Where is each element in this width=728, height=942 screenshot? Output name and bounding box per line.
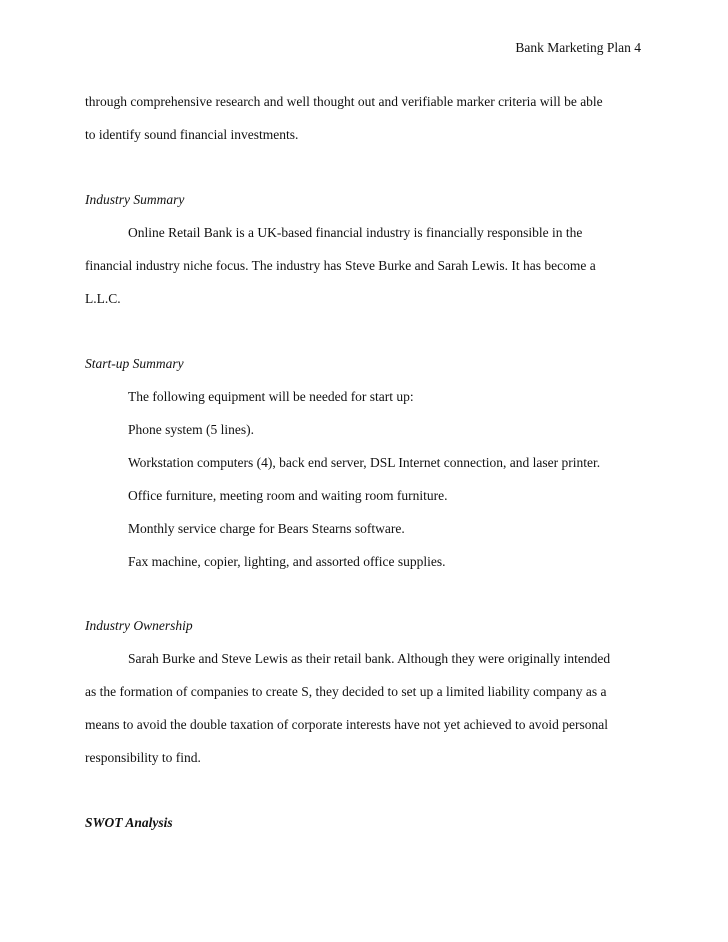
industry-summary-heading: Industry Summary (85, 192, 185, 207)
industry-summary-line-2: financial industry niche focus. The industry has Steve Burke and Sarah Lewis. It has become a (85, 258, 596, 273)
startup-summary-heading: Start-up Summary (85, 356, 184, 371)
industry-summary-line-3: L.L.C. (85, 291, 121, 306)
industry-summary-line-1: Online Retail Bank is a UK-based financial industry is financially responsible in the (128, 225, 583, 240)
industry-ownership-heading: Industry Ownership (85, 618, 193, 633)
startup-summary-item-4: Office furniture, meeting room and waiting room furniture. (128, 488, 448, 503)
startup-summary-item-5: Monthly service charge for Bears Stearns software. (128, 521, 405, 536)
industry-ownership-line-1: Sarah Burke and Steve Lewis as their retail bank. Although they were originally intended (128, 651, 611, 666)
industry-ownership-line-4: responsibility to find. (85, 750, 201, 765)
industry-ownership-line-3: means to avoid the double taxation of corporate interests have not yet achieved to avoid personal (85, 717, 608, 732)
intro-line-2: to identify sound financial investments. (85, 127, 299, 142)
running-head: Bank Marketing Plan 4 (515, 40, 641, 55)
swot-analysis-heading: SWOT Analysis (85, 815, 173, 830)
startup-summary-item-2: Phone system (5 lines). (128, 422, 254, 437)
startup-summary-item-6: Fax machine, copier, lighting, and assorted office supplies. (128, 554, 446, 569)
startup-summary-item-3: Workstation computers (4), back end server, DSL Internet connection, and laser printer. (128, 455, 601, 470)
startup-summary-item-1: The following equipment will be needed for start up: (128, 389, 414, 404)
industry-ownership-line-2: as the formation of companies to create S, they decided to set up a limited liability company as a (85, 684, 607, 699)
intro-line-1: through comprehensive research and well thought out and verifiable marker criteria will be able (85, 94, 603, 109)
